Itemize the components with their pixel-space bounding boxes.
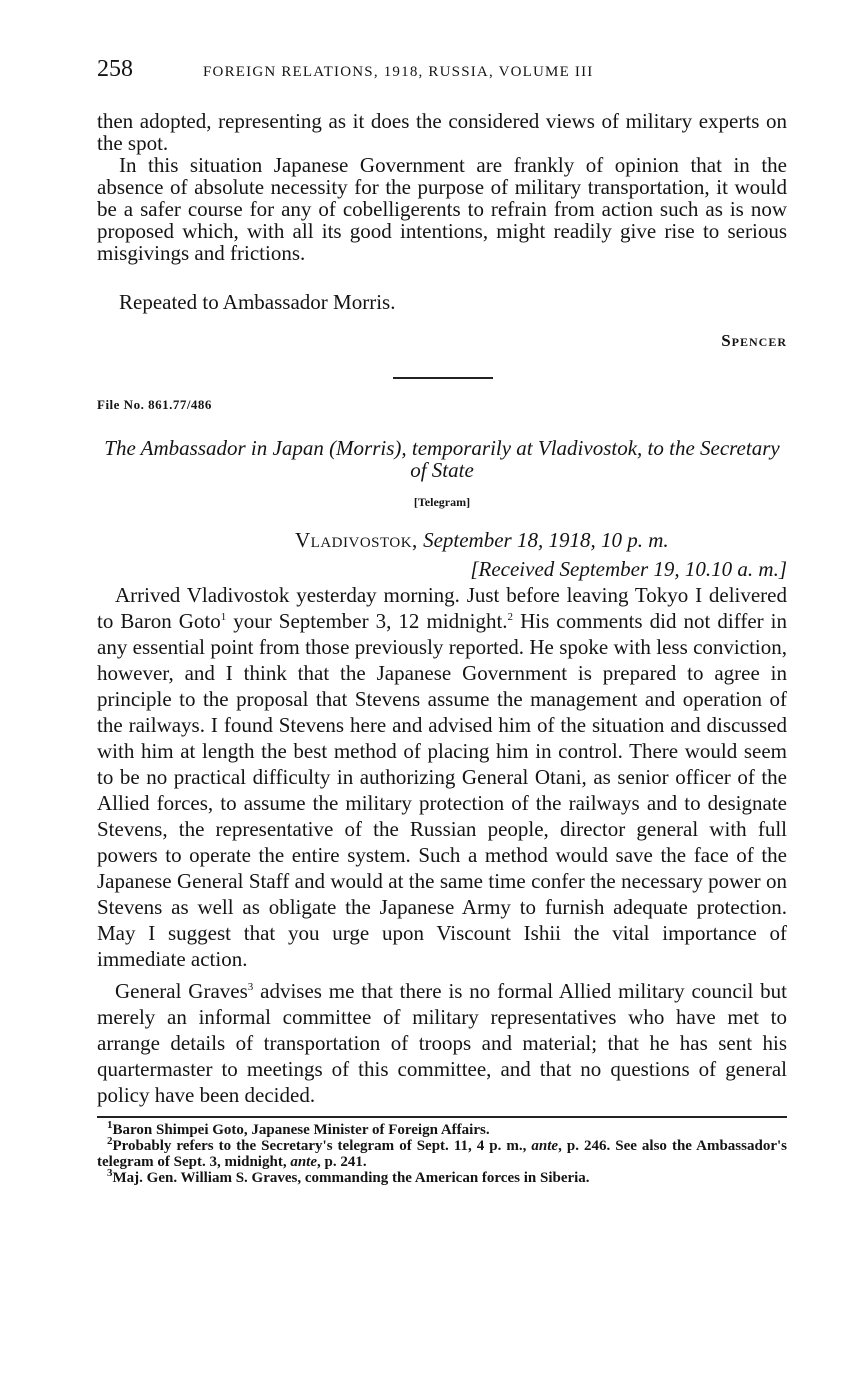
footnote-1-text: Baron Shimpei Goto, Japanese Minister of Foreign Affairs. xyxy=(112,1122,490,1138)
footnote-ref-1: 1 xyxy=(220,611,227,623)
document-title: The Ambassador in Japan (Morris), temporarily at Vladivostok, to the Secretary of State xyxy=(104,436,780,482)
body1-part-c: His comments did not differ in any essential point from those previously reported. He spoke with less conviction, however, and I think that the Japanese Government is prepared to agree in principle to the proposal that Stevens assume the management and operation of the railways. I found Stevens here and advised him of the situation and discussed with him at length the best method of placing him in control. There would seem to be no practical difficulty in authorizing General Otani, as senior officer of the Allied forces, to assume the military protection of the railways and to designate Stevens, the representative of the Russian people, director general with full powers to operate the entire system. Such a method would save the face of the Japanese General Staff and would at the same time confer the necessary power on Stevens as well as obligate the Japanese Army to furnish adequate protection. May I suggest that you urge upon Viscount Ishii the vital importance of immediate action. xyxy=(97,609,788,971)
body2-part-b: advises me that there is no formal Allied military council but merely an informal committee of military representatives who have met to arrange details of transportation of troops and material; that he has sent his quartermaster to meetings of this committee, and that no questions of general policy have been decided. xyxy=(97,979,787,1107)
footnote-3 xyxy=(97,1167,787,1186)
section-divider xyxy=(393,377,493,379)
dateline-date: September 18, 1918, 10 p. m. xyxy=(423,528,669,552)
footnote-1-mark: 1 xyxy=(107,1119,113,1131)
footnotes xyxy=(97,1119,787,1186)
footnote-2-text-b: , p. 246. See also the Ambassador's telegram of Sept. 3, midnight, xyxy=(97,1138,787,1170)
dateline-place: Vladivostok, xyxy=(295,528,418,552)
document-page xyxy=(97,56,787,1186)
footnote-rule xyxy=(97,1116,787,1118)
footnote-1 xyxy=(97,1119,787,1138)
opinion-paragraph: In this situation Japanese Government are frankly of opinion that in the absence of absolute necessity for the purpose of military transportation, it would be a safer course for any of cobelligerents to refrain from action such as is now proposed which, with all its good intentions, might readily give rise to serious misgivings and frictions. xyxy=(97,153,787,265)
footnote-3-mark: 3 xyxy=(107,1167,113,1179)
body-paragraph-2 xyxy=(97,978,787,1108)
repeated-note: Repeated to Ambassador Morris. xyxy=(119,290,396,314)
footnote-2-ante-1: ante xyxy=(531,1138,559,1154)
footnote-ref-3: 3 xyxy=(247,981,254,993)
footnote-ref-2: 2 xyxy=(507,611,514,623)
body1-part-b: your September 3, 12 midnight. xyxy=(226,609,508,633)
page-header xyxy=(97,56,787,88)
footnote-2-mark: 2 xyxy=(107,1135,113,1147)
page-number: 258 xyxy=(97,56,133,82)
continued-paragraph: then adopted, representing as it does the considered views of military experts on the spot. xyxy=(97,109,787,155)
footnote-2 xyxy=(97,1135,787,1170)
body2-part-a: General Graves xyxy=(115,979,248,1003)
received-line: [Received September 19, 10.10 a. m.] xyxy=(470,557,787,581)
body-paragraph-1 xyxy=(97,582,787,972)
signature: Spencer xyxy=(721,331,787,350)
footnote-3-text: Maj. Gen. William S. Graves, commanding the American forces in Siberia. xyxy=(112,1170,590,1186)
running-head: FOREIGN RELATIONS, 1918, RUSSIA, VOLUME III xyxy=(203,64,594,80)
dateline xyxy=(295,528,787,553)
footnote-2-text-c: , p. 241. xyxy=(317,1154,367,1170)
file-number: File No. 861.77/486 xyxy=(97,397,212,412)
footnote-2-text-a: Probably refers to the Secretary's telegram of Sept. 11, 4 p. m., xyxy=(112,1138,532,1154)
telegram-label: [Telegram] xyxy=(413,495,471,509)
footnote-2-ante-2: ante xyxy=(290,1154,317,1170)
body1-part-a: Arrived Vladivostok yesterday morning. Just before leaving Tokyo I delivered to Baron Goto xyxy=(97,583,787,633)
